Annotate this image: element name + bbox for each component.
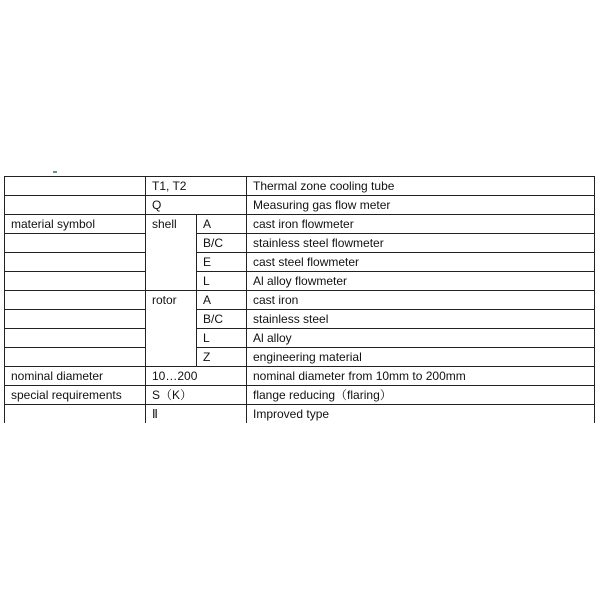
description-cell: Improved type [247,405,595,424]
part-cell-shell: shell [146,215,197,291]
part-cell-rotor: rotor [146,291,197,367]
subcode-cell: A [197,291,247,310]
subcode-cell: E [197,253,247,272]
subcode-cell: L [197,272,247,291]
specification-table [4,176,595,423]
table-row [5,367,595,386]
table-row [5,348,595,367]
code-cell: 10…200 [146,367,247,386]
table-row [5,291,595,310]
category-cell [5,272,146,291]
description-cell: flange reducing（flaring） [247,386,595,405]
description-cell: cast iron [247,291,595,310]
table-row [5,196,595,215]
category-cell [5,253,146,272]
code-cell: T1, T2 [146,177,247,196]
code-cell: Ⅱ [146,405,247,424]
table-row [5,329,595,348]
subcode-cell: B/C [197,310,247,329]
subcode-cell: L [197,329,247,348]
description-cell: Measuring gas flow meter [247,196,595,215]
subcode-cell: A [197,215,247,234]
category-cell [5,196,146,215]
description-cell: Thermal zone cooling tube [247,177,595,196]
description-cell: engineering material [247,348,595,367]
tick-mark [53,171,57,173]
category-cell [5,405,146,424]
category-cell [5,177,146,196]
category-cell [5,234,146,253]
category-cell: special requirements [5,386,146,405]
table-row [5,405,595,424]
category-cell: material symbol [5,215,146,234]
table-row [5,386,595,405]
description-cell: Al alloy flowmeter [247,272,595,291]
code-cell: Q [146,196,247,215]
table-row [5,310,595,329]
description-cell: cast steel flowmeter [247,253,595,272]
description-cell: cast iron flowmeter [247,215,595,234]
table-row [5,234,595,253]
category-cell [5,310,146,329]
table-row [5,253,595,272]
category-cell: nominal diameter [5,367,146,386]
category-cell [5,329,146,348]
description-cell: stainless steel flowmeter [247,234,595,253]
subcode-cell: B/C [197,234,247,253]
description-cell: Al alloy [247,329,595,348]
table-row [5,272,595,291]
description-cell: nominal diameter from 10mm to 200mm [247,367,595,386]
category-cell [5,291,146,310]
subcode-cell: Z [197,348,247,367]
table-row [5,215,595,234]
category-cell [5,348,146,367]
code-cell: S（K） [146,386,247,405]
table-row [5,177,595,196]
description-cell: stainless steel [247,310,595,329]
